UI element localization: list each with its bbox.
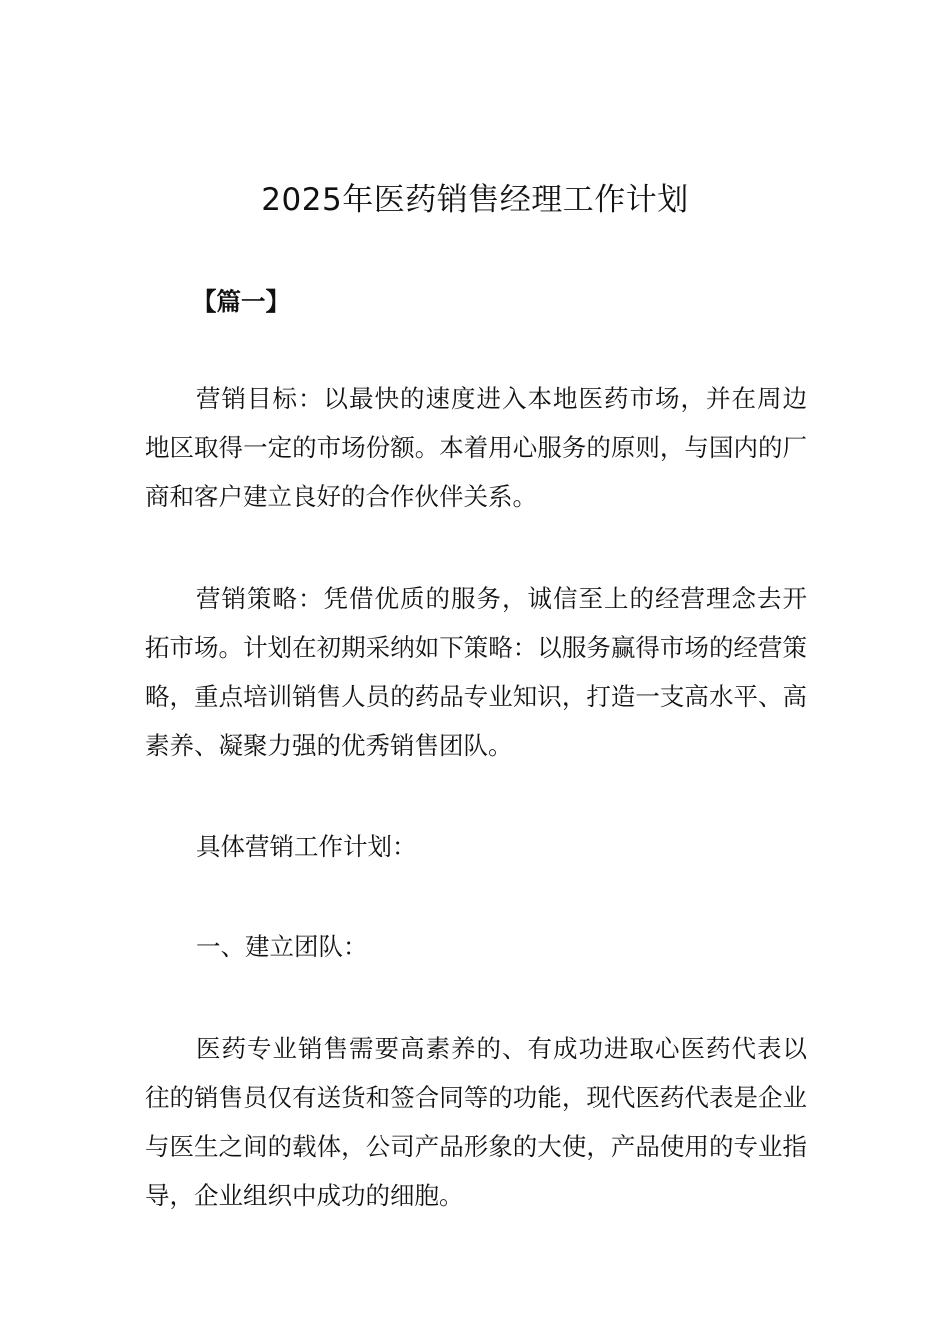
item1-heading: 一、建立团队： — [196, 932, 368, 961]
section-tag: 【篇一】 — [192, 287, 290, 316]
paragraph-marketing-goal: 营销目标：以最快的速度进入本地医药市场，并在周边地区取得一定的市场份额。本着用心服务的原则，与国内的厂商和客户建立良好的合作伙伴关系。 — [145, 384, 807, 511]
paragraph-marketing-strategy: 营销策略：凭借优质的服务，诚信至上的经营理念去开拓市场。计划在初期采纳如下策略：以服务赢得市场的经营策略，重点培训销售人员的药品专业知识，打造一支高水平、高素养、凝聚力强的优秀销售团队。 — [145, 584, 807, 760]
document-title: 2025年医药销售经理工作计划 — [261, 182, 689, 218]
paragraph-build-team: 医药专业销售需要高素养的、有成功进取心医药代表以往的销售员仅有送货和签合同等的功能，现代医药代表是企业与医生之间的载体，公司产品形象的大使，产品使用的专业指导，企业组织中成功的细胞。 — [145, 1034, 807, 1210]
plan-heading: 具体营销工作计划： — [196, 832, 417, 861]
